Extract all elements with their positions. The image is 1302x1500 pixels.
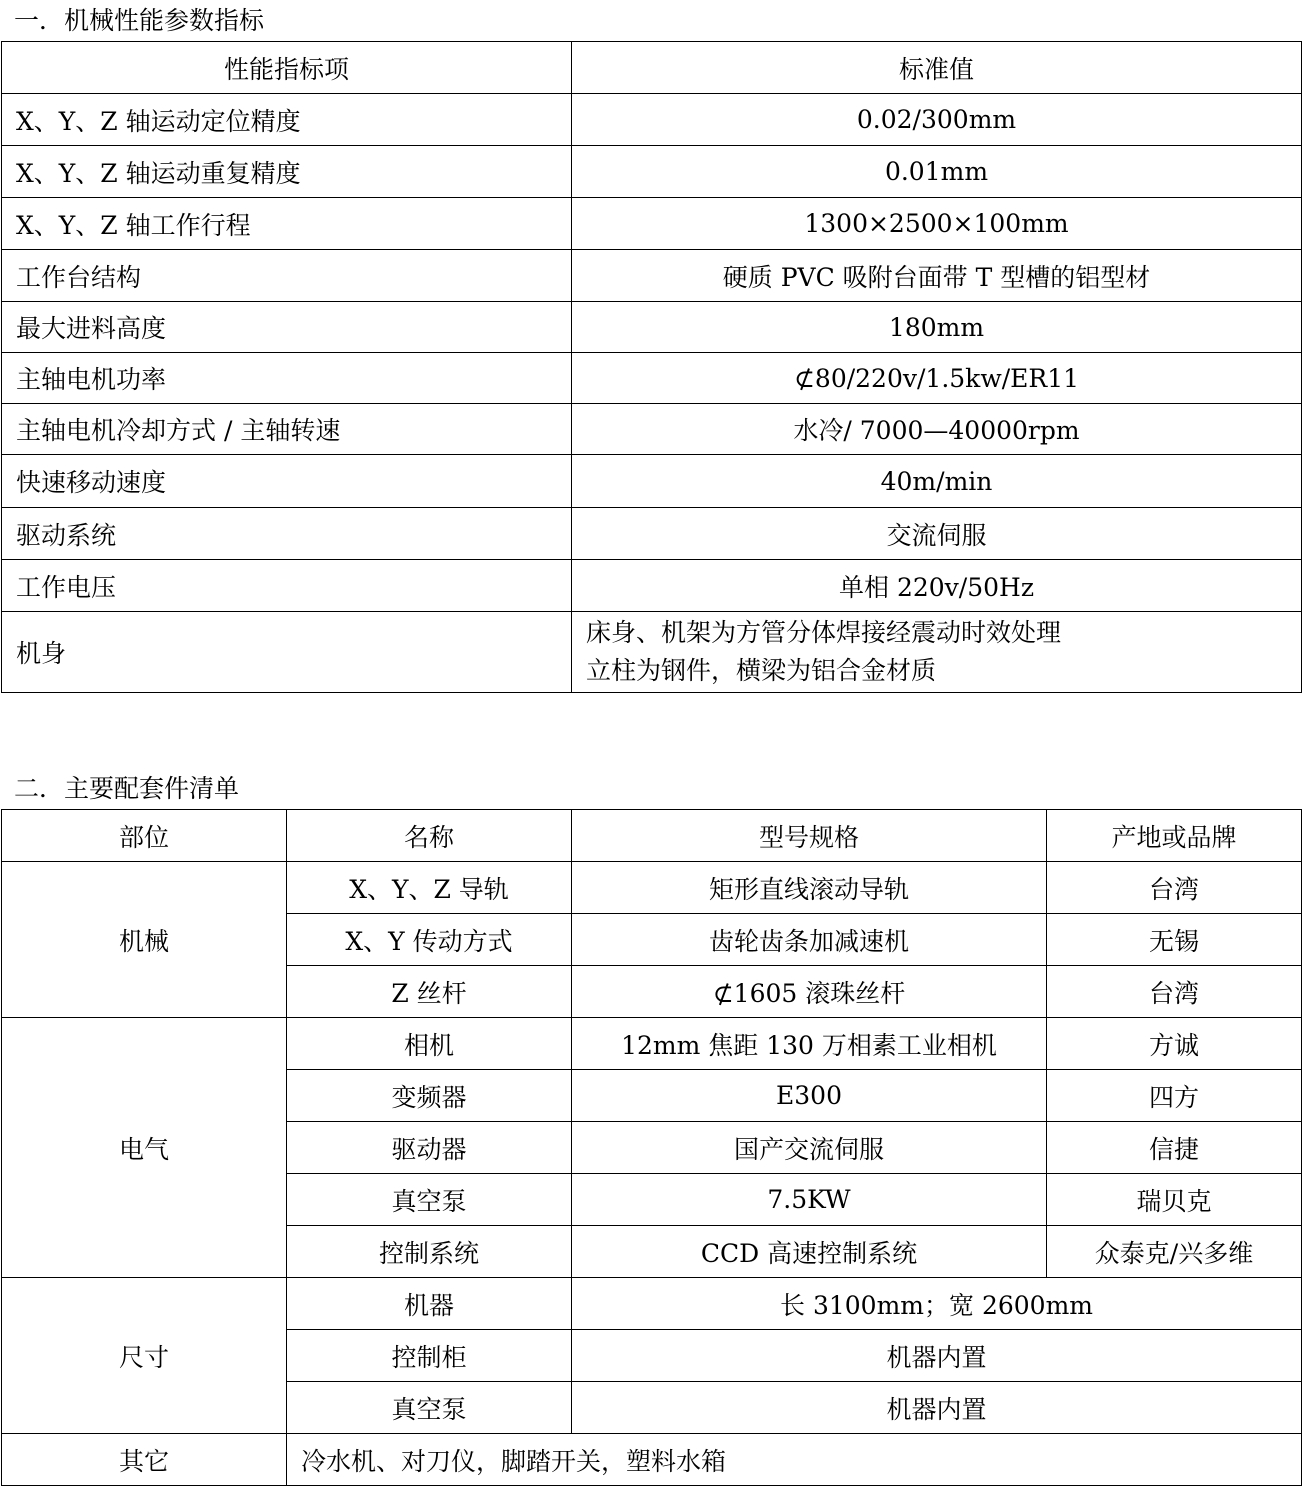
value-cell: 硬质 PVC 吸附台面带 T 型槽的铝型材 [572, 250, 1302, 302]
spec-cell: ⊄1605 滚珠丝杆 [572, 966, 1047, 1018]
name-cell: X、Y、Z 导轨 [287, 862, 572, 914]
name-cell: 真空泵 [287, 1174, 572, 1226]
part-cell-mechanical: 机械 [2, 862, 287, 1018]
item-cell: X、Y、Z 轴工作行程 [2, 198, 572, 250]
section1-title: 一．机械性能参数指标 [14, 6, 265, 35]
value-cell: 0.02/300mm [572, 94, 1302, 146]
name-cell: 控制系统 [287, 1226, 572, 1278]
table-row [2, 302, 1302, 353]
section2-title: 二．主要配套件清单 [14, 774, 240, 803]
header-standard-value: 标准值 [572, 42, 1302, 94]
header-part: 部位 [2, 810, 287, 862]
value-cell-multiline [572, 612, 1302, 693]
item-cell: 机身 [2, 612, 572, 693]
table-row [2, 146, 1302, 198]
table-row [2, 560, 1302, 612]
table-row [2, 198, 1302, 250]
header-name: 名称 [287, 810, 572, 862]
name-cell: 控制柜 [287, 1330, 572, 1382]
spec-cell: CCD 高速控制系统 [572, 1226, 1047, 1278]
item-cell: 驱动系统 [2, 508, 572, 560]
origin-cell: 台湾 [1047, 966, 1302, 1018]
value-cell: 1300×2500×100mm [572, 198, 1302, 250]
value-cell: 180mm [572, 302, 1302, 353]
item-cell: 工作台结构 [2, 250, 572, 302]
value-line: 立柱为钢件，横梁为铝合金材质 [586, 656, 937, 685]
value-cell: 40m/min [572, 455, 1302, 508]
name-cell: X、Y 传动方式 [287, 914, 572, 966]
table-row [2, 1434, 1302, 1486]
origin-cell: 无锡 [1047, 914, 1302, 966]
header-spec: 型号规格 [572, 810, 1047, 862]
part-cell-electrical: 电气 [2, 1018, 287, 1278]
table-row [2, 1278, 1302, 1330]
spec-cell: 齿轮齿条加减速机 [572, 914, 1047, 966]
origin-cell: 四方 [1047, 1070, 1302, 1122]
merged-value-cell: 机器内置 [572, 1330, 1302, 1382]
origin-cell: 方诚 [1047, 1018, 1302, 1070]
table-row [2, 508, 1302, 560]
merged-value-cell: 机器内置 [572, 1382, 1302, 1434]
item-cell: 主轴电机功率 [2, 353, 572, 404]
spec-cell: E300 [572, 1070, 1047, 1122]
header-origin: 产地或品牌 [1047, 810, 1302, 862]
other-value-cell: 冷水机、对刀仪，脚踏开关，塑料水箱 [287, 1434, 1302, 1486]
name-cell: 相机 [287, 1018, 572, 1070]
origin-cell: 瑞贝克 [1047, 1174, 1302, 1226]
item-cell: X、Y、Z 轴运动重复精度 [2, 146, 572, 198]
item-cell: 最大进料高度 [2, 302, 572, 353]
name-cell: 真空泵 [287, 1382, 572, 1434]
name-cell: 驱动器 [287, 1122, 572, 1174]
table-row [2, 612, 1302, 693]
origin-cell: 信捷 [1047, 1122, 1302, 1174]
performance-table [1, 41, 1302, 693]
item-cell: 工作电压 [2, 560, 572, 612]
name-cell: 机器 [287, 1278, 572, 1330]
table-row [2, 1018, 1302, 1070]
spec-cell: 国产交流伺服 [572, 1122, 1047, 1174]
part-cell-dimensions: 尺寸 [2, 1278, 287, 1434]
value-cell: 0.01mm [572, 146, 1302, 198]
item-cell: 主轴电机冷却方式 / 主轴转速 [2, 404, 572, 455]
table-row [2, 862, 1302, 914]
table-header-row [2, 42, 1302, 94]
table-header-row [2, 810, 1302, 862]
value-line: 床身、机架为方管分体焊接经震动时效处理 [586, 618, 1062, 647]
origin-cell: 众泰克/兴多维 [1047, 1226, 1302, 1278]
item-cell: X、Y、Z 轴运动定位精度 [2, 94, 572, 146]
components-table [1, 809, 1302, 1486]
value-cell: ⊄80/220v/1.5kw/ER11 [572, 353, 1302, 404]
item-cell: 快速移动速度 [2, 455, 572, 508]
table-row [2, 404, 1302, 455]
table-row [2, 353, 1302, 404]
spec-cell: 12mm 焦距 130 万相素工业相机 [572, 1018, 1047, 1070]
table-row [2, 94, 1302, 146]
name-cell: Z 丝杆 [287, 966, 572, 1018]
value-cell: 单相 220v/50Hz [572, 560, 1302, 612]
part-cell-other: 其它 [2, 1434, 287, 1486]
name-cell: 变频器 [287, 1070, 572, 1122]
value-cell: 水冷/ 7000—40000rpm [572, 404, 1302, 455]
header-performance-item: 性能指标项 [2, 42, 572, 94]
table-row [2, 250, 1302, 302]
table-row [2, 455, 1302, 508]
spec-cell: 矩形直线滚动导轨 [572, 862, 1047, 914]
spec-cell: 7.5KW [572, 1174, 1047, 1226]
value-cell: 交流伺服 [572, 508, 1302, 560]
merged-value-cell: 长 3100mm；宽 2600mm [572, 1278, 1302, 1330]
origin-cell: 台湾 [1047, 862, 1302, 914]
